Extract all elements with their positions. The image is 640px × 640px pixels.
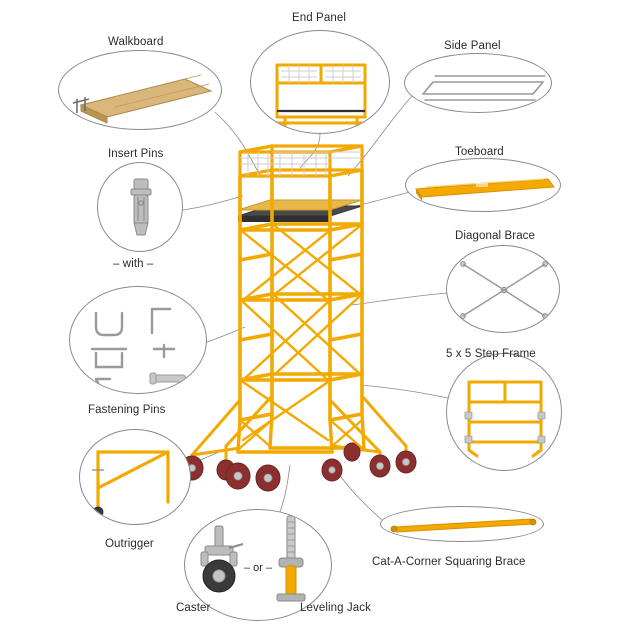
label-diagonal-brace: Diagonal Brace — [455, 230, 536, 242]
callout-diagonal-brace — [446, 245, 560, 333]
label-end-panel: End Panel — [292, 12, 346, 24]
label-fastening-pins: Fastening Pins — [88, 404, 166, 416]
callout-insert-pins — [97, 162, 183, 252]
label-outrigger: Outrigger — [105, 538, 154, 550]
callout-walkboard — [58, 50, 222, 130]
label-squaring-brace: Cat-A-Corner Squaring Brace — [372, 556, 526, 568]
callout-squaring-brace — [380, 506, 544, 542]
label-leveling-jack: Leveling Jack — [300, 602, 371, 614]
label-side-panel: Side Panel — [444, 40, 501, 52]
label-with: – with – — [113, 258, 154, 270]
label-caster: Caster — [176, 602, 211, 614]
label-walkboard: Walkboard — [108, 36, 164, 48]
label-or: – or – — [244, 562, 273, 574]
callout-step-frame — [446, 353, 562, 471]
callout-fastening-pins — [69, 286, 207, 394]
label-toeboard: Toeboard — [455, 146, 504, 158]
callout-outrigger — [79, 429, 191, 525]
callout-toeboard — [405, 158, 561, 212]
label-step-frame: 5 x 5 Step Frame — [446, 348, 536, 360]
callout-end-panel — [250, 30, 390, 134]
label-insert-pins: Insert Pins — [108, 148, 164, 160]
callout-side-panel — [404, 53, 552, 113]
